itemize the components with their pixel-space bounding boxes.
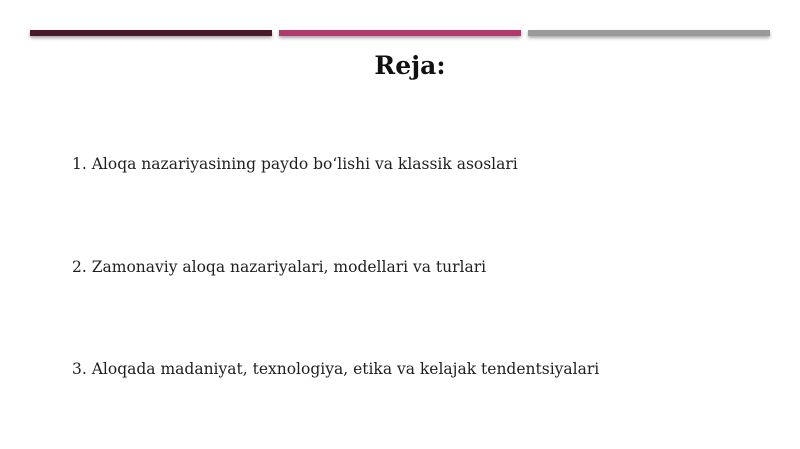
- plan-item: [72, 257, 486, 277]
- accent-bars: [0, 30, 800, 38]
- plan-item-number: 1.: [72, 155, 87, 173]
- plan-item: [72, 154, 518, 174]
- accent-bar-dark: [30, 30, 272, 36]
- plan-item: [72, 359, 599, 379]
- plan-item-text: Aloqa nazariyasining paydo bo‘lishi va klassik asoslari: [91, 155, 518, 173]
- plan-item-text: Aloqada madaniyat, texnologiya, etika va kelajak tendentsiyalari: [91, 360, 600, 378]
- plan-item-number: 2.: [72, 258, 87, 276]
- accent-bar-magenta: [279, 30, 521, 36]
- plan-item-text: Zamonaviy aloqa nazariyalari, modellari va turlari: [91, 258, 487, 276]
- accent-bar-gray: [528, 30, 770, 36]
- slide-title: Reja:: [374, 51, 446, 80]
- plan-item-number: 3.: [72, 360, 87, 378]
